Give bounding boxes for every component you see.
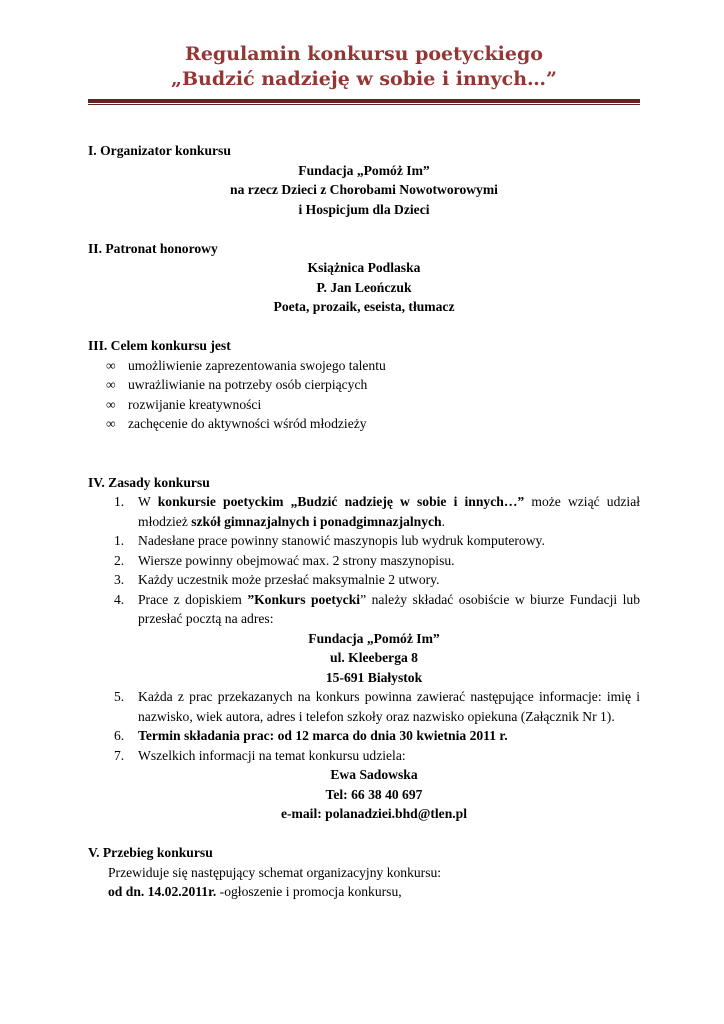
goal-text: uwrażliwianie na potrzeby osób cierpiących <box>128 377 368 392</box>
goal-text: rozwijanie kreatywności <box>128 396 262 412</box>
item-number: 5. <box>114 689 125 704</box>
rule-text: . <box>441 513 446 529</box>
title-rule-thick <box>88 99 640 103</box>
organizer-line: i Hospicjum dla Dzieci <box>298 201 430 217</box>
infinity-bullet-icon: ∞ <box>106 357 116 373</box>
address-line: Fundacja „Pomóż Im” <box>308 630 440 646</box>
document-body <box>88 141 640 902</box>
list-item <box>88 687 640 726</box>
list-item <box>88 375 640 395</box>
list-item <box>88 726 640 746</box>
contact-phone: Tel: 66 38 40 697 <box>325 786 423 802</box>
list-item <box>88 356 640 376</box>
list-item <box>88 570 640 590</box>
contact-email: e-mail: polanadziei.bhd@tlen.pl <box>281 806 467 821</box>
organizer-line: Fundacja „Pomóż Im” <box>298 162 430 178</box>
rule-text: Wiersze powinny obejmować max. 2 strony maszynopisu. <box>138 552 455 568</box>
rule-text: Każdy uczestnik może przesłać maksymalnie 2 utwory. <box>138 572 440 587</box>
list-item <box>88 551 640 571</box>
schedule-item <box>88 882 640 902</box>
rule-text: ” należy składać osobiście w biurze Fundacji lub przesłać pocztą na adres: <box>138 591 641 626</box>
schedule-text: -ogłoszenie i promocja konkursu, <box>216 884 402 899</box>
item-number: 7. <box>114 747 125 763</box>
address-line: ul. Kleeberga 8 <box>330 650 418 665</box>
rule-text: Prace z dopiskiem <box>138 591 248 607</box>
goal-text: umożliwienie zaprezentowania swojego talentu <box>128 357 386 373</box>
item-number: 1. <box>114 494 125 509</box>
rule-text: może wziąć udział młodzież <box>138 494 641 529</box>
schedule-intro: Przewiduje się następujący schemat organizacyjny konkursu: <box>108 864 442 880</box>
section-4-heading: IV. Zasady konkursu <box>88 474 210 490</box>
rule-text: W <box>138 494 158 509</box>
list-item <box>88 531 640 551</box>
section-3-heading: III. Celem konkursu jest <box>88 338 231 353</box>
rule-bold-text: ”Konkurs poetycki <box>247 591 361 607</box>
rule-bold-text: szkół gimnazjalnych i ponadgimnazjalnych <box>191 513 442 529</box>
goal-text: zachęcenie do aktywności wśród młodzieży <box>128 416 367 431</box>
schedule-date: od dn. 14.02.2011r. <box>108 884 217 899</box>
address-line: 15-691 Białystok <box>325 669 423 685</box>
rules-list <box>88 492 640 824</box>
deadline-text: Termin składania prac: od 12 marca do dnia 30 kwietnia 2011 r. <box>138 728 508 743</box>
infinity-bullet-icon: ∞ <box>106 377 116 392</box>
rule-text: Nadesłane prace powinny stanowić maszynopis lub wydruk komputerowy. <box>138 533 545 548</box>
list-item <box>88 590 640 629</box>
infinity-bullet-icon: ∞ <box>106 396 116 412</box>
title-line-2: „Budzić nadzieję w sobie i innych…” <box>171 68 557 90</box>
patron-line: P. Jan Leończuk <box>316 279 412 295</box>
item-number: 2. <box>114 552 125 568</box>
item-number: 6. <box>114 728 125 743</box>
rule-bold-text: konkursie poetyckim „Budzić nadzieję w sobie i innych…” <box>157 494 525 509</box>
list-item <box>88 746 640 766</box>
rule-text: Wszelkich informacji na temat konkursu udziela: <box>138 747 406 763</box>
title-line-1: Regulamin konkursu poetyckiego <box>185 43 543 65</box>
goals-list <box>88 356 640 434</box>
document-title <box>88 42 640 92</box>
section-1-heading: I. Organizator konkursu <box>88 143 231 158</box>
list-item <box>88 395 640 415</box>
item-number: 1. <box>114 533 125 548</box>
organizer-line: na rzecz Dzieci z Chorobami Nowotworowymi <box>230 182 498 197</box>
contact-name: Ewa Sadowska <box>330 767 418 782</box>
infinity-bullet-icon: ∞ <box>106 416 116 431</box>
section-2-heading: II. Patronat honorowy <box>88 240 218 256</box>
section-5-heading: V. Przebieg konkursu <box>88 845 213 860</box>
list-item <box>88 414 640 434</box>
item-number: 3. <box>114 572 125 587</box>
item-number: 4. <box>114 591 125 607</box>
title-rule-thin <box>88 104 640 105</box>
patron-line: Poeta, prozaik, eseista, tłumacz <box>273 299 455 314</box>
list-item <box>88 492 640 531</box>
patron-line: Książnica Podlaska <box>307 260 421 275</box>
rule-text: Każda z prac przekazanych na konkurs powinna zawierać następujące informacje: imię i nazwisko, wiek autora, adres i telefon szkoły oraz nazwisko opiekuna (Załącznik Nr 1). <box>138 689 640 724</box>
